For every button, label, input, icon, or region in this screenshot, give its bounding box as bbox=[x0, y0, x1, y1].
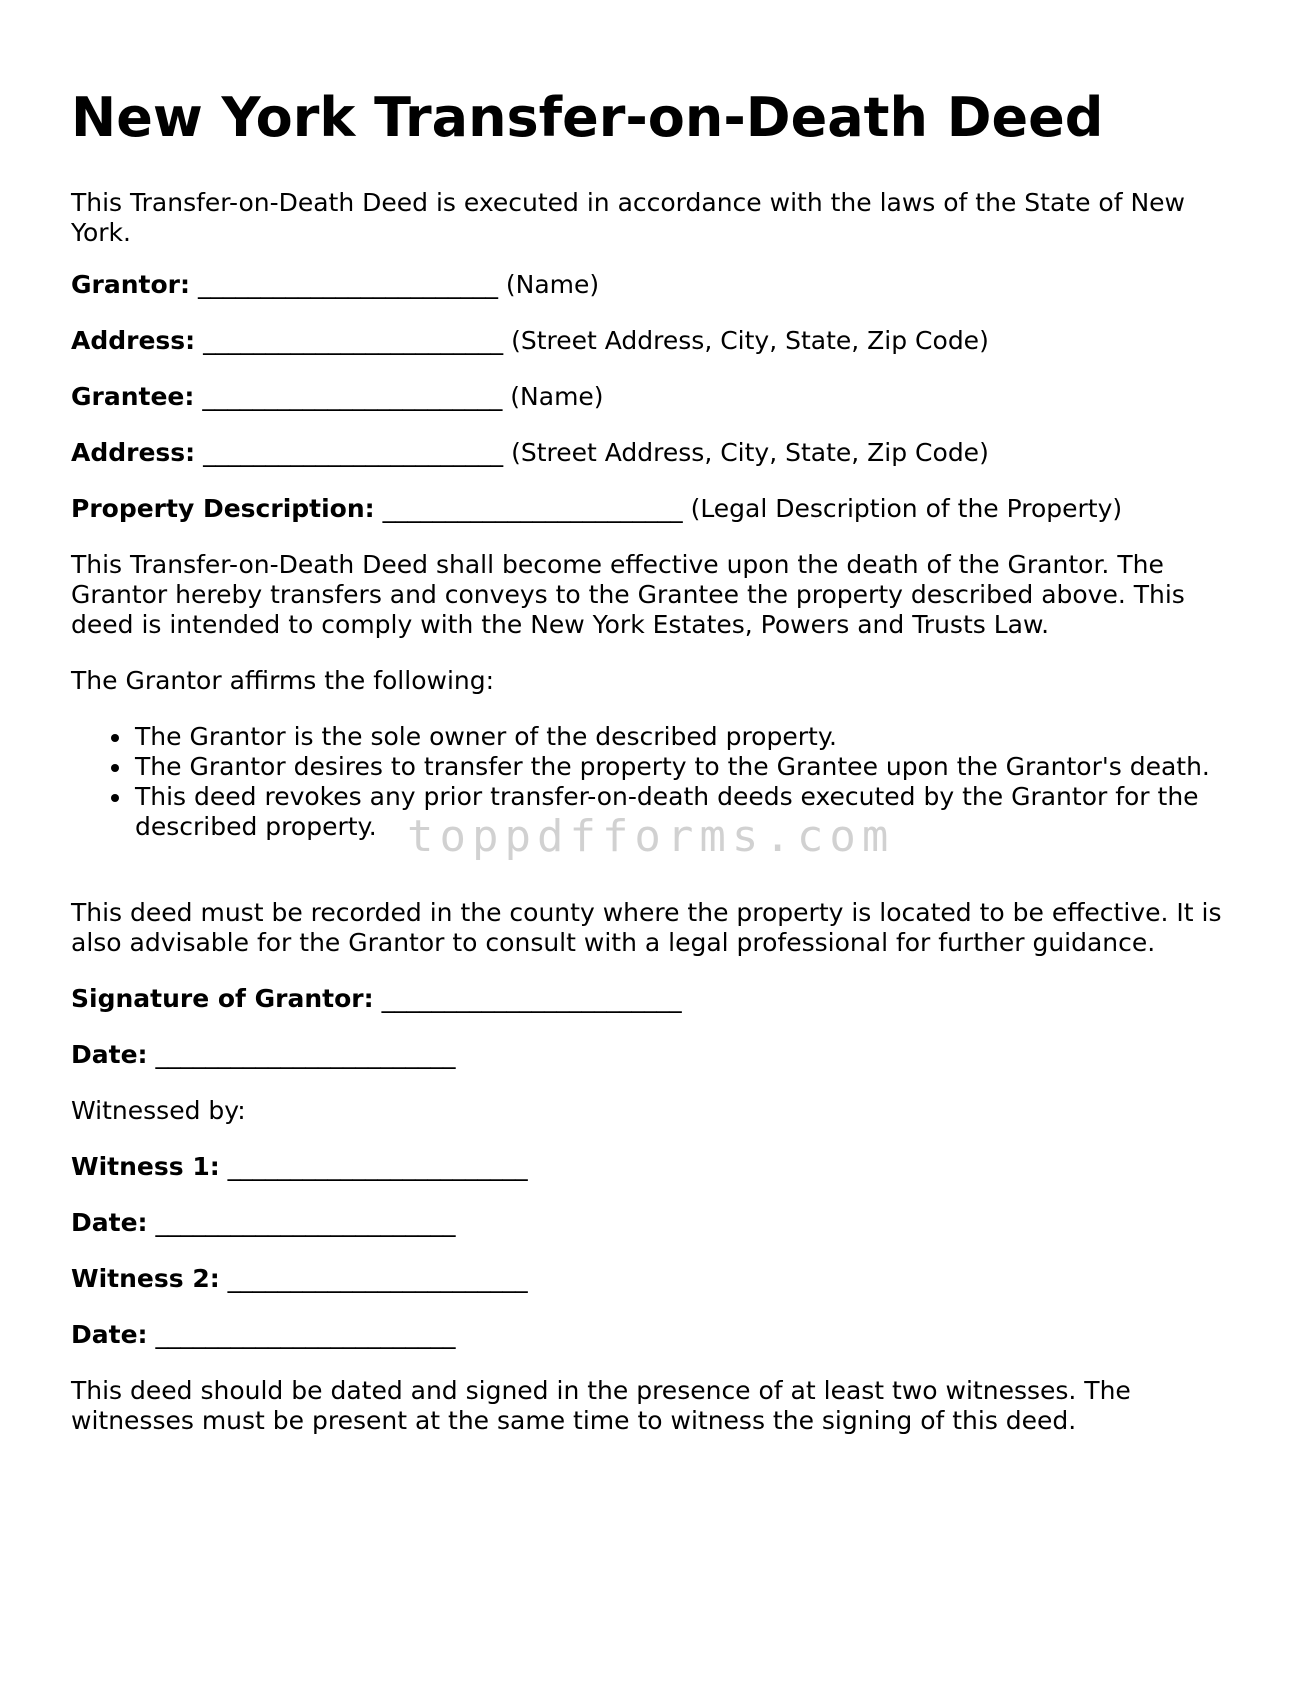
closing-paragraph: This deed should be dated and signed in the presence of at least two witnesses. The witnesses must be present at the same time to witness the signing of this deed. bbox=[71, 1376, 1131, 1435]
grantor-hint: (Name) bbox=[505, 270, 600, 299]
list-item: The Grantor desires to transfer the property to the Grantee upon the Grantor's death. bbox=[135, 752, 1231, 782]
witness1-field bbox=[71, 1152, 1231, 1182]
witness2-blank: ________________________ bbox=[227, 1264, 528, 1293]
witness2-field bbox=[71, 1264, 1231, 1294]
witness1-label: Witness 1: bbox=[71, 1152, 220, 1181]
affirm-intro: The Grantor affirms the following: bbox=[71, 666, 495, 695]
witness1-date-blank: ________________________ bbox=[155, 1208, 456, 1237]
witness2-label: Witness 2: bbox=[71, 1264, 220, 1293]
watermark: toppdfforms.com bbox=[407, 811, 895, 862]
grantor-address-label: Address: bbox=[71, 326, 196, 355]
property-description-label: Property Description: bbox=[71, 494, 375, 523]
property-description-hint: (Legal Description of the Property) bbox=[690, 494, 1123, 523]
grantee-address-blank: ________________________ bbox=[203, 438, 504, 467]
grantor-address-hint: (Street Address, City, State, Zip Code) bbox=[511, 326, 989, 355]
signature-date-label: Date: bbox=[71, 1040, 148, 1069]
witness1-blank: ________________________ bbox=[227, 1152, 528, 1181]
witness1-date-field bbox=[71, 1208, 1231, 1238]
signature-date-field bbox=[71, 1040, 1231, 1070]
signature-date-blank: ________________________ bbox=[155, 1040, 456, 1069]
signature-blank: ________________________ bbox=[381, 984, 682, 1013]
list-item: The Grantor is the sole owner of the described property. bbox=[135, 722, 1231, 752]
grantee-field bbox=[71, 382, 1231, 412]
grantee-hint: (Name) bbox=[510, 382, 604, 411]
grantee-address-field bbox=[71, 438, 1231, 468]
grantor-address-field bbox=[71, 326, 1231, 356]
witness2-date-field bbox=[71, 1320, 1231, 1350]
intro-paragraph: This Transfer-on-Death Deed is executed in accordance with the laws of the State of New York. bbox=[71, 188, 1185, 247]
document-title: New York Transfer-on-Death Deed bbox=[71, 86, 1104, 149]
effective-paragraph: This Transfer-on-Death Deed shall become effective upon the death of the Grantor. The Grantor hereby transfers and conveys to the Grantee the property described above. This deed is intended to comply with the New York Estates, Powers and Trusts Law. bbox=[71, 550, 1185, 639]
grantee-address-label: Address: bbox=[71, 438, 196, 467]
signature-label: Signature of Grantor: bbox=[71, 984, 374, 1013]
witnessed-by: Witnessed by: bbox=[71, 1096, 246, 1125]
affirmations-list bbox=[71, 722, 1231, 842]
grantee-address-hint: (Street Address, City, State, Zip Code) bbox=[511, 438, 989, 467]
list-item: This deed revokes any prior transfer-on-death deeds executed by the Grantor for the described property. bbox=[135, 782, 1231, 842]
witness1-date-label: Date: bbox=[71, 1208, 148, 1237]
grantor-blank: ________________________ bbox=[197, 270, 498, 299]
recording-paragraph: This deed must be recorded in the county where the property is located to be effective. It is also advisable for the Grantor to consult with a legal professional for further guidance. bbox=[71, 898, 1222, 957]
property-description-blank: ________________________ bbox=[382, 494, 683, 523]
witness2-date-label: Date: bbox=[71, 1320, 148, 1349]
signature-field bbox=[71, 984, 1231, 1014]
grantee-label: Grantee: bbox=[71, 382, 195, 411]
property-description-field bbox=[71, 494, 1231, 524]
witness2-date-blank: ________________________ bbox=[155, 1320, 456, 1349]
grantor-address-blank: ________________________ bbox=[203, 326, 504, 355]
grantee-blank: ________________________ bbox=[202, 382, 503, 411]
grantor-label: Grantor: bbox=[71, 270, 190, 299]
grantor-field bbox=[71, 270, 1231, 300]
